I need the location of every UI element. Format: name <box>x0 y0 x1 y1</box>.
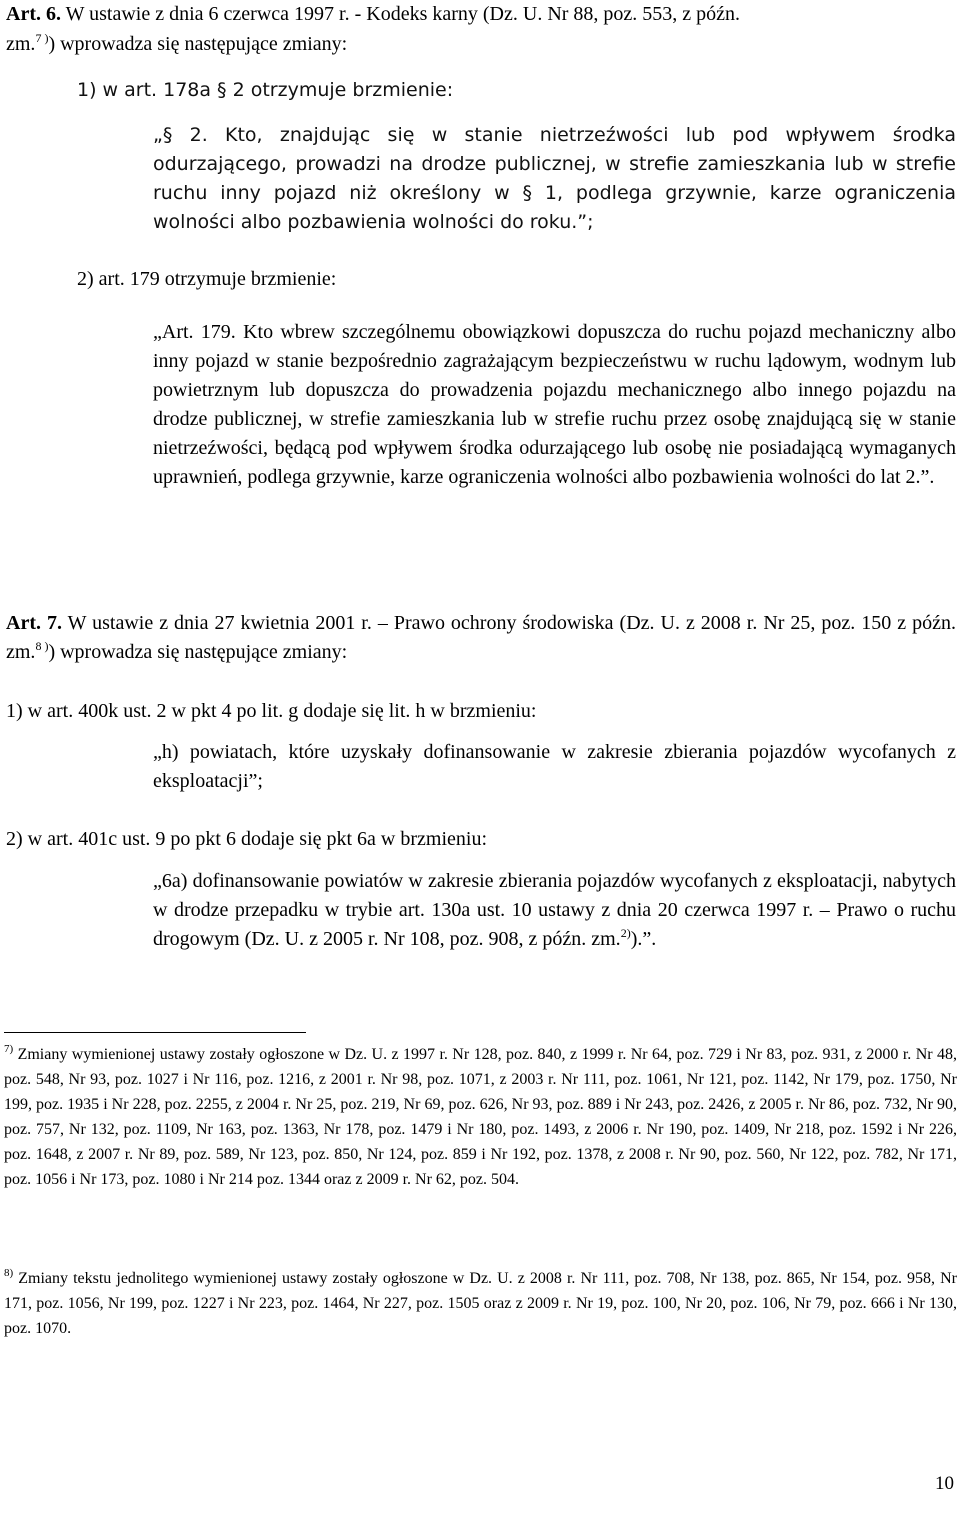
art7-item2-text-tail: ).”. <box>630 928 657 950</box>
art7-item2: 2) w art. 401c ust. 9 po pkt 6 dodaje się pkt 6a w brzmieniu: <box>6 828 488 850</box>
art6-item2-text: „Art. 179. Kto wbrew szczególnemu obowiązkowi dopuszcza do ruchu pojazd mechaniczny albo inny pojazd w stanie bezpośrednio zagrażającym bezpieczeństwu w ruchu lądowym, wodnym lub powietrznym lub dopuszcza do prowadzenia pojazdu mechanicznego albo innego pojazdu na drodze publicznej, w strefie zamieszkania lub w strefie ruchu przez osobę znajdującą się w stanie nietrzeźwości, będącą pod wpływem środka odurzającego lub osobę nie posiadającą wymaganych uprawnień, podlega grzywnie, karze ograniczenia wolności albo pozbawienia wolności do lat 2.”. <box>153 321 956 488</box>
art7-intro-tail: ) wprowadza się następujące zmiany: <box>48 641 348 663</box>
art6-intro <box>6 0 956 29</box>
footnote-8 <box>4 1266 957 1341</box>
art7-item2-text <box>153 867 956 954</box>
footnote-ref-7: 7 ) <box>35 31 49 45</box>
art6-item1: 1) w art. 178a § 2 otrzymuje brzmienie: <box>77 79 454 101</box>
art6-intro-text: W ustawie z dnia 6 czerwca 1997 r. - Kodeks karny (Dz. U. Nr 88, poz. 553, z późn. <box>65 3 741 25</box>
art7-intro <box>6 609 956 667</box>
footnote-8-mark: 8) <box>4 1267 14 1279</box>
footnote-8-text: Zmiany tekstu jednolitego wymienionej ustawy zostały ogłoszone w Dz. U. z 2008 r. Nr 111, poz. 708, Nr 138, poz. 865, Nr 154, poz. 958, Nr 171, poz. 1056, Nr 199, poz. 1227 i Nr 223, poz. 1464, Nr 227, poz. 1505 oraz z 2009 r. Nr 19, poz. 100, Nr 20, poz. 106, Nr 79, poz. 666 i Nr 130, poz. 1070. <box>4 1270 957 1337</box>
art6-item1-text: „§ 2. Kto, znajdując się w stanie nietrzeźwości lub pod wpływem środka odurzającego, prowadzi na drodze publicznej, w strefie zamieszkania lub w strefie ruchu inny pojazd niż określony w § 1, podlega grzywnie, karze ograniczenia wolności albo pozbawienia wolności do roku.”; <box>153 124 956 233</box>
art6-label: Art. 6. <box>6 3 61 25</box>
art7-label: Art. 7. <box>6 612 62 634</box>
art7-item2-text-body: „6a) dofinansowanie powiatów w zakresie zbierania pojazdów wycofanych z eksploatacji, nabytych w drodze przepadku w trybie art. 130a ust. 10 ustawy z dnia 20 czerwca 1997 r. – Prawo o ruchu drogowym (Dz. U. z 2005 r. Nr 108, poz. 908, z późn. zm. <box>153 870 956 950</box>
footnote-ref-2: 2) <box>620 926 631 940</box>
art6-intro-zm: zm. <box>6 33 36 55</box>
art6-intro-line2 <box>6 30 956 59</box>
footnote-7-text: Zmiany wymienionej ustawy zostały ogłoszone w Dz. U. z 1997 r. Nr 128, poz. 840, z 1999 r. Nr 64, poz. 729 i Nr 83, poz. 931, z 2000 r. Nr 48, poz. 548, Nr 93, poz. 1027 i Nr 116, poz. 1216, z 2001 r. Nr 98, poz. 1071, z 2003 r. Nr 111, poz. 1061, Nr 121, poz. 1142, Nr 179, poz. 1750, Nr 199, poz. 1935 i Nr 228, poz. 2255, z 2004 r. Nr 25, poz. 219, Nr 69, poz. 626, Nr 93, poz. 889 i Nr 243, poz. 2426, z 2005 r. Nr 86, poz. 732, Nr 90, poz. 757, Nr 132, poz. 1109, Nr 163, poz. 1363, Nr 178, poz. 1479 i Nr 180, poz. 1493, z 2006 r. Nr 190, poz. 1409, Nr 218, poz. 1592 i Nr 226, poz. 1648, z 2007 r. Nr 89, poz. 589, Nr 123, poz. 850, Nr 124, poz. 859 i Nr 192, poz. 1378, z 2008 r. Nr 90, poz. 560, Nr 122, poz. 782, Nr 171, poz. 1056 i Nr 173, poz. 1080 i Nr 214 poz. 1344 oraz z 2009 r. Nr 62, poz. 504. <box>4 1046 957 1188</box>
footnote-ref-8: 8 ) <box>35 639 49 653</box>
footnote-7-mark: 7) <box>4 1043 14 1055</box>
footnote-separator <box>4 1032 306 1033</box>
art7-intro-text: W ustawie z dnia 27 kwietnia 2001 r. – Prawo ochrony środowiska (Dz. U. z 2008 r. Nr 25, poz. 150 z późn. zm. <box>6 612 957 663</box>
art6-intro-tail: ) wprowadza się następujące zmiany: <box>48 33 348 55</box>
art6-item2: 2) art. 179 otrzymuje brzmienie: <box>77 268 337 290</box>
footnote-7 <box>4 1042 957 1192</box>
art7-item1-text: „h) powiatach, które uzyskały dofinansowanie w zakresie zbierania pojazdów wycofanych z eksploatacji”; <box>153 741 956 792</box>
page-number: 10 <box>935 1473 954 1494</box>
art7-item1: 1) w art. 400k ust. 2 w pkt 4 po lit. g dodaje się lit. h w brzmieniu: <box>6 700 537 722</box>
